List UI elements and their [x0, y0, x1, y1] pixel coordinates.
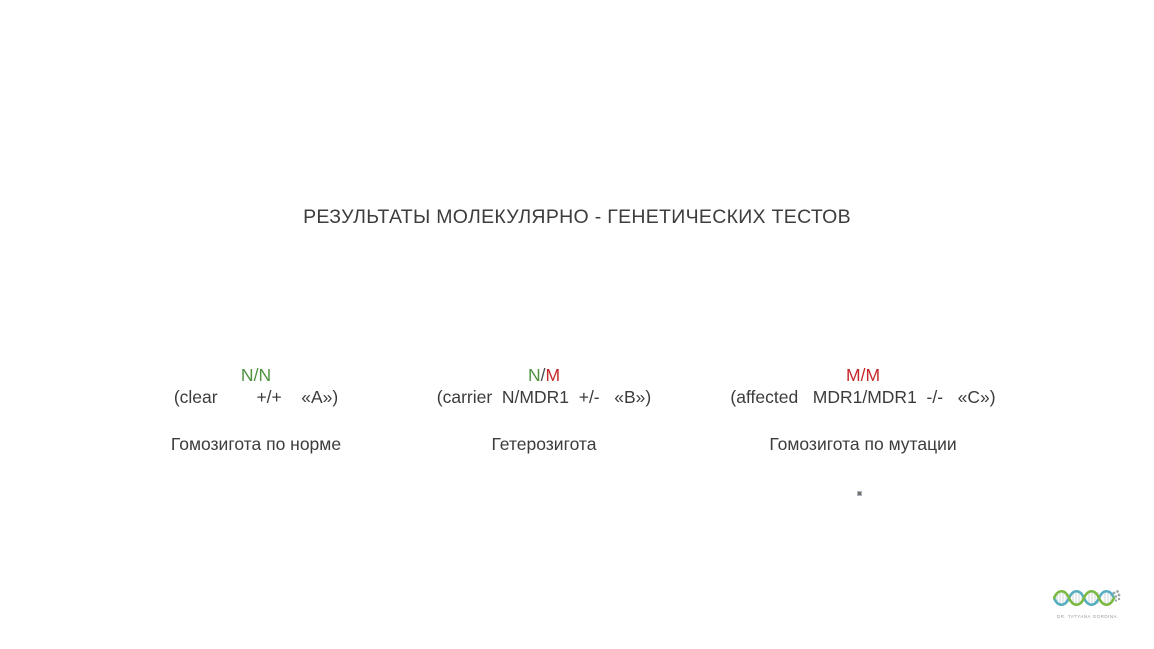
genotype-label: Гетерозигота — [491, 434, 597, 454]
genotype-value — [384, 364, 704, 386]
stray-period-dot — [857, 491, 862, 496]
allele-separator: / — [540, 365, 546, 385]
allele-separator: / — [253, 365, 259, 385]
logo-caption: DR. TATYANA GORDINA — [1056, 614, 1118, 619]
genotype-value — [703, 364, 1023, 386]
allele-separator: / — [860, 365, 866, 385]
genotype-column-clear — [96, 364, 416, 454]
allele-left: M — [845, 365, 861, 385]
allele-left: N — [527, 365, 541, 385]
genotype-detail: (clear +/+ «А») — [173, 387, 339, 407]
slide-title: РЕЗУЛЬТАТЫ МОЛЕКУЛЯРНО - ГЕНЕТИЧЕСКИХ ТЕСТОВ — [303, 206, 851, 228]
dna-helix-icon — [1053, 595, 1121, 612]
genotype-column-affected — [703, 364, 1023, 454]
allele-right: N — [258, 365, 272, 385]
genotype-detail: (affected MDR1/MDR1 -/- «С») — [730, 387, 996, 407]
genotype-column-carrier — [384, 364, 704, 454]
allele-right: M — [545, 365, 561, 385]
genotype-value — [96, 364, 416, 386]
genotype-label: Гомозигота по норме — [170, 434, 342, 454]
allele-left: N — [240, 365, 254, 385]
genotype-label: Гомозигота по мутации — [769, 434, 957, 454]
allele-right: M — [865, 365, 881, 385]
clinic-logo — [1050, 588, 1124, 620]
genotype-detail: (carrier N/MDR1 +/- «В») — [436, 387, 652, 407]
